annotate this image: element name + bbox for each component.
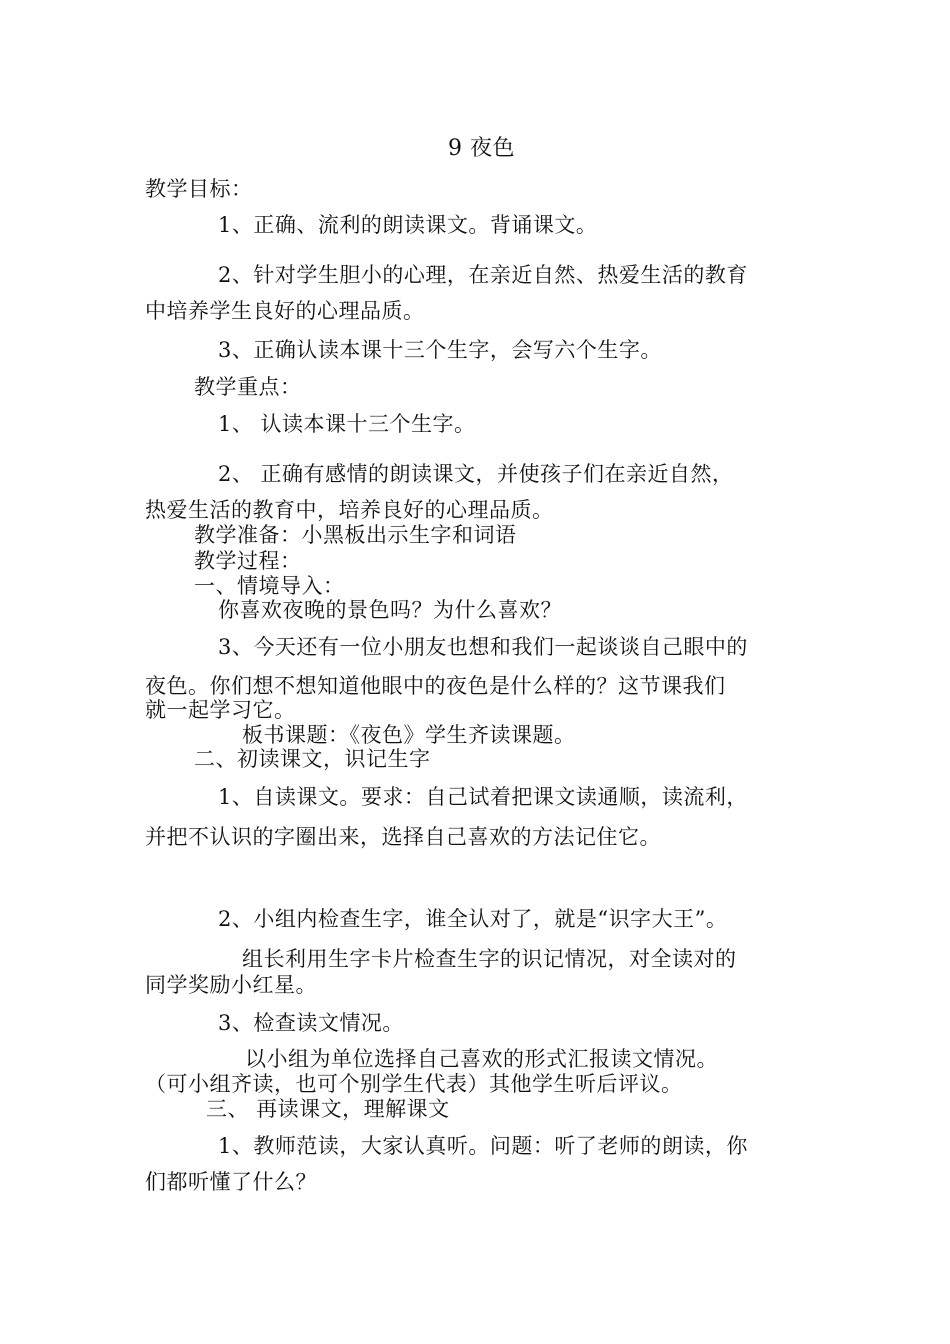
paragraph-line: 以小组为单位选择自己喜欢的形式汇报读文情况。 xyxy=(245,1047,718,1071)
paragraph-line: 就一起学习它。 xyxy=(145,698,296,722)
paragraph-line: 同学奖励小红星。 xyxy=(145,973,317,997)
heading-teaching-prep: 教学准备：小黑板出示生字和词语 xyxy=(194,523,517,547)
paragraph-line: 你喜欢夜晚的景色吗？为什么喜欢？ xyxy=(218,598,562,622)
heading-teaching-focus: 教学重点： xyxy=(194,375,302,399)
paragraph-line: 热爱生活的教育中，培养良好的心理品质。 xyxy=(145,498,554,522)
heading-teaching-process: 教学过程： xyxy=(194,549,302,573)
paragraph-line: 1、正确、流利的朗读课文。背诵课文。 xyxy=(218,213,598,237)
paragraph-line: 组长利用生字卡片检查生字的识记情况，对全读对的 xyxy=(242,947,737,971)
paragraph-line: 1、 认读本课十三个生字。 xyxy=(218,412,476,436)
paragraph-line: 板书课题：《夜色》学生齐读课题。 xyxy=(242,723,576,747)
paragraph-line: （可小组齐读，也可个别学生代表）其他学生听后评议。 xyxy=(145,1072,683,1096)
paragraph-line: 3、检查读文情况。 xyxy=(218,1011,404,1035)
heading-teaching-goals: 教学目标： xyxy=(145,177,253,201)
paragraph-line: 夜色。你们想不想知道他眼中的夜色是什么样的？这节课我们 xyxy=(145,674,726,698)
paragraph-line: 2、小组内检查生字，谁全认对了，就是“识字大王”。 xyxy=(218,907,728,931)
paragraph-line: 并把不认识的字圈出来，选择自己喜欢的方法记住它。 xyxy=(145,825,661,849)
section-heading: 二、初读课文，识记生字 xyxy=(194,747,431,771)
paragraph-line: 2、针对学生胆小的心理，在亲近自然、热爱生活的教育 xyxy=(218,263,748,287)
paragraph-line: 2、 正确有感情的朗读课文，并使孩子们在亲近自然， xyxy=(218,462,734,486)
paragraph-line: 3、正确认读本课十三个生字，会写六个生字。 xyxy=(218,338,662,362)
paragraph-line: 中培养学生良好的心理品质。 xyxy=(145,299,425,323)
paragraph-line: 3、今天还有一位小朋友也想和我们一起谈谈自己眼中的 xyxy=(218,635,748,659)
section-heading: 一、情境导入： xyxy=(194,574,345,598)
document-title: 9 夜色 xyxy=(448,136,515,161)
paragraph-line: 1、教师范读，大家认真听。问题：听了老师的朗读，你 xyxy=(218,1134,748,1158)
paragraph-line: 1、自读课文。要求：自己试着把课文读通顺，读流利， xyxy=(218,785,748,809)
section-heading: 三、 再读课文，理解课文 xyxy=(206,1097,450,1121)
paragraph-line: 们都听懂了什么？ xyxy=(145,1170,317,1194)
